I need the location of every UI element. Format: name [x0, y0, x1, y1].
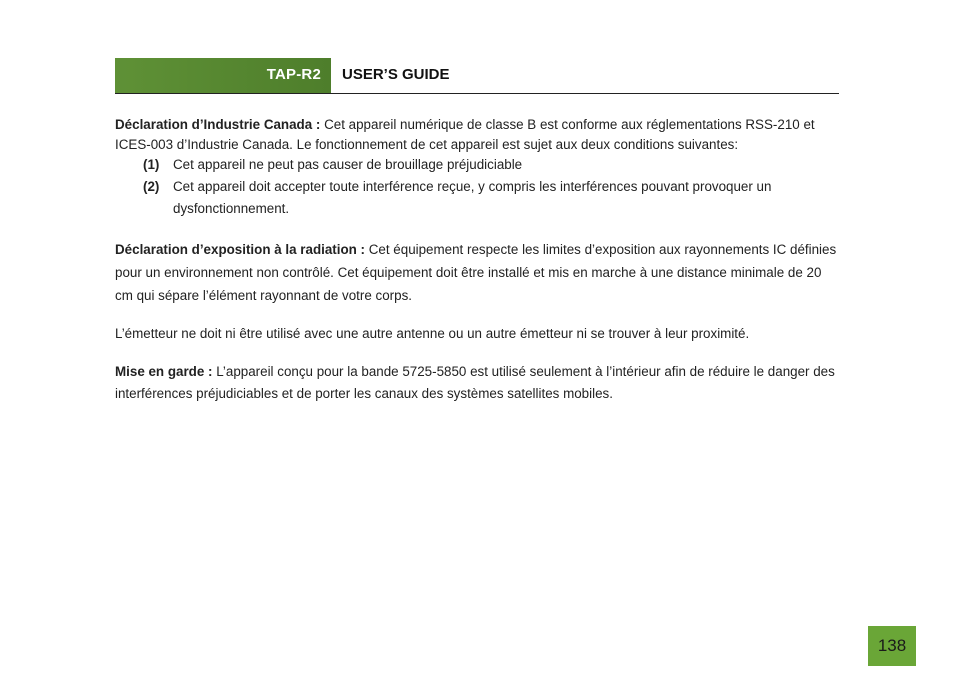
industry-canada-text: Cet appareil numérique de classe B est conforme aux réglementations RSS-210 et ICES-003 d’Industrie Canada. Le fonctionnement de cet appareil est sujet aux deux conditions suivantes: [115, 117, 815, 152]
main-content [115, 115, 841, 405]
page-number: 138 [868, 626, 916, 666]
radiation-paragraph [115, 238, 841, 307]
conditions-list [115, 154, 841, 220]
radiation-label: Déclaration d’exposition à la radiation : [115, 242, 366, 257]
caution-text: L’appareil conçu pour la bande 5725-5850 est utilisé seulement à l’intérieur afin de réduire le danger des interférences préjudiciables et de porter les canaux des systèmes satellites mobiles. [115, 364, 835, 401]
transmitter-paragraph [115, 323, 841, 345]
industry-canada-label: Déclaration d’Industrie Canada : [115, 117, 321, 132]
caution-label: Mise en garde : [115, 364, 213, 379]
list-item-number: (2) [143, 179, 160, 194]
header-badge [115, 58, 331, 93]
transmitter-text: L’émetteur ne doit ni être utilisé avec une autre antenne ou un autre émetteur ni se trouver à leur proximité. [115, 326, 750, 341]
page-header [115, 58, 839, 94]
industry-canada-paragraph [115, 115, 841, 155]
header-title: USER’S GUIDE [342, 66, 450, 83]
list-item-text: Cet appareil doit accepter toute interférence reçue, y compris les interférences pouvant provoquer un dysfonctionnement. [173, 179, 772, 216]
radiation-text: Cet équipement respecte les limites d’exposition aux rayonnements IC définies pour un environnement non contrôlé. Cet équipement doit être installé et mis en marche à une distance minimale de 20 cm qui sépare l’élément rayonnant de votre corps. [115, 242, 837, 303]
list-item-text: Cet appareil ne peut pas causer de brouillage préjudiciable [173, 157, 523, 172]
list-item-number: (1) [143, 157, 160, 172]
list-item [115, 154, 841, 176]
list-item [115, 176, 841, 220]
caution-paragraph [115, 361, 841, 405]
header-model: TAP-R2 [266, 66, 321, 83]
